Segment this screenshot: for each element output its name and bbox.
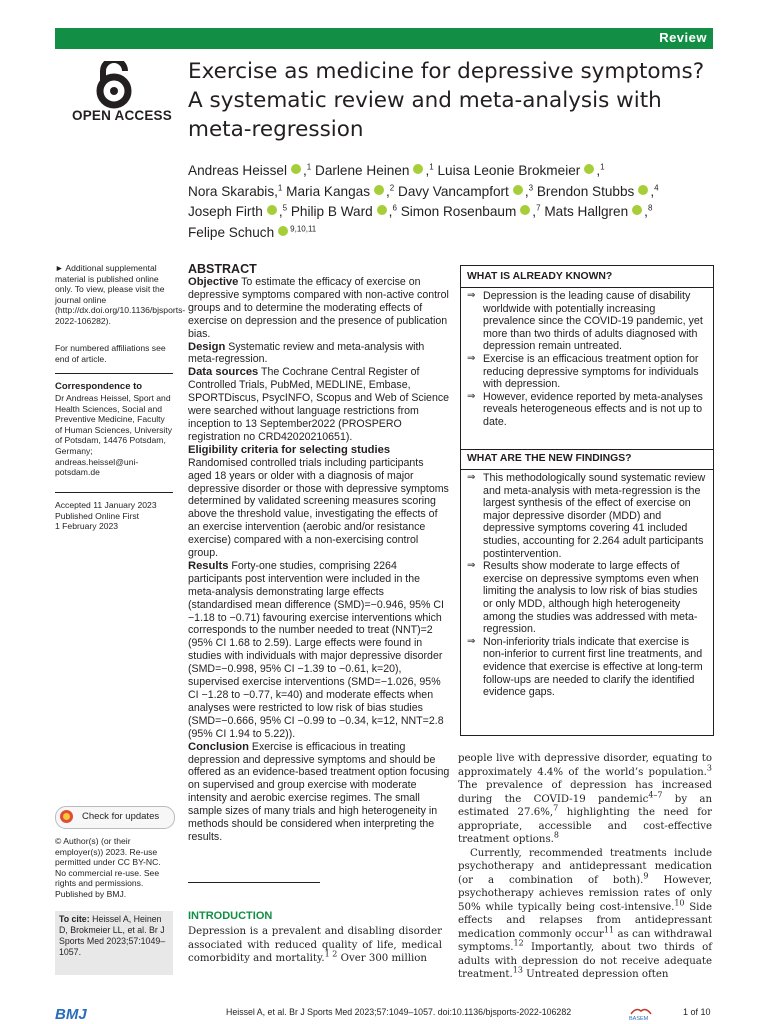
abstract-heading: ABSTRACT: [188, 262, 257, 276]
affiliations-note: For numbered affiliations see end of article.: [55, 343, 166, 364]
orcid-icon[interactable]: [638, 185, 648, 195]
article-dates: Accepted 11 January 2023 Published Online First 1 February 2023: [55, 500, 157, 532]
author-name[interactable]: Andreas Heissel: [188, 163, 287, 178]
supplemental-note: ► Additional supplemental material is published online only. To view, please visit the journal online (http://dx.doi.org/10.1136/bjsports-2022-106282).: [55, 263, 186, 326]
known-heading: WHAT IS ALREADY KNOWN?: [467, 271, 613, 282]
orcid-icon[interactable]: [520, 205, 530, 215]
introduction-heading: INTRODUCTION: [188, 910, 273, 922]
list-item: ⇒ Non-inferiority trials indicate that exercise is non-inferior to current first line treatments, and evidence that exercise is effective at long-term follow-ups are needed to clarify the identified evidence gaps.: [467, 636, 707, 699]
bmj-logo: BMJ: [55, 1006, 87, 1023]
abstract-divider: [188, 882, 320, 883]
list-item: ⇒ However, evidence reported by meta-analyses reveals heterogeneous effects and is not up to date.: [467, 391, 707, 429]
orcid-icon[interactable]: [513, 185, 523, 195]
findings-list: [467, 472, 707, 699]
to-cite-box: To cite: Heissel A, Heinen D, Brokmeier LL, et al. Br J Sports Med 2023;57:1049–1057.: [55, 911, 173, 975]
key-messages-box: [460, 265, 714, 736]
findings-heading: WHAT ARE THE NEW FINDINGS?: [467, 453, 632, 464]
orcid-icon[interactable]: [632, 205, 642, 215]
list-item: ⇒ Exercise is an efficacious treatment option for reducing depressive symptoms for individuals with depression.: [467, 353, 707, 391]
check-for-updates-button[interactable]: Check for updates: [55, 806, 175, 829]
correspondence-details: Dr Andreas Heissel, Sport and Health Sciences, Social and Preventive Medicine, Faculty of Human Sciences, University of Potsdam, 14476 Potsdam, Germany; andreas.heissel@uni-potsdam.de: [55, 393, 173, 478]
author-name[interactable]: Darlene Heinen: [315, 163, 410, 178]
article-title: Exercise as medicine for depressive symptoms? A systematic review and meta-analysis with meta-regression: [188, 59, 705, 142]
orcid-icon[interactable]: [267, 205, 277, 215]
author-name[interactable]: Maria Kangas: [286, 183, 371, 199]
license-note: © Author(s) (or their employer(s)) 2023. Re-use permitted under CC BY-NC. No commercial re-use. See rights and permissions. Published by BMJ.: [55, 836, 161, 899]
orcid-icon[interactable]: [374, 185, 384, 195]
author-name[interactable]: Philip B Ward: [290, 204, 373, 219]
section-label: Review: [659, 30, 707, 45]
footer-citation: Heissel A, et al. Br J Sports Med 2023;57:1049–1057. doi:10.1136/bjsports-2022-106282: [226, 1007, 572, 1017]
introduction-left-column: Depression is a prevalent and disabling disorder associated with reduced quality of life, medical comorbidity and mortality.$^{1 2}$ Over 300 million: [188, 926, 442, 964]
introduction-right-column: people live with depressive disorder, equating to approximately 4.4% of the world’s population.$^3$ The prevalence of depression has increased during the COVID-19 pandemic$^{4-7}$ by an estimated 27.6%,$^7$ highlighting the need for appropriate, accessible and cost-effective treatment options.$^8$ Currently, recommended treatments include psychotherapy and antidepressant medication (or a combination of both).$^9$ However, psychotherapy achieves remission rates of only 50% while typically being cost-intensive.$^{10}$ Side effects and relapses from antidepressant medication commonly occur$^{11}$ as can withdrawal symptoms.$^{12}$ Importantly, about two thirds of adults with depression do not receive adequate treatment.$^{13}$ Untreated depression often: [458, 753, 713, 980]
author-list: Andreas Heissel ,$^1$ Darlene Heinen ,$^1$ Luisa Leonie Brokmeier ,$^1$ Nora Skarabis,$^1$ Maria Kangas ,$^2$ Davy Vancampfort ,$^3$ Brendon Stubbs ,$^4$ Joseph Firth ,$^5$ Philip B Ward ,$^6$ Simon Rosenbaum ,$^7$ Mats Hallgren ,$^8$ Felipe Schuch $^{9,10,11}$: [188, 162, 659, 240]
orcid-icon[interactable]: [291, 164, 301, 174]
abstract-body: Objective To estimate the efficacy of exercise on depressive symptoms compared with non-active control groups and to determine the moderating effects of exercise on depression and the presence of publication bias. Design Systematic review and meta-analysis with meta-regression. Data sources The Cochrane Central Register of Controlled Trials, PubMed, MEDLINE, Embase, SPORTDiscus, PsycINFO, Scopus and Web of Science were searched without language restrictions from inception to 13 September2022 (PROSPERO registration no CRD42020210651). Eligibility criteria for selecting studies Randomised controlled trials including participants aged 18 years or older with a diagnosis of major depressive disorder or those with depressive symptoms determined by validated screening measures scoring above the threshold value, investigating the effects of an exercise intervention (aerobic and/or resistance exercise) compared with a non-exercising control group. Results Forty-one studies, comprising 2264 participants post intervention were included in the meta-analysis demonstrating large effects (standardised mean difference (SMD)=−0.946, 95% CI −1.18 to −0.71) favouring exercise interventions which corresponds to the number needed to treat (NNT)=2 (95% CI 1.68 to 2.59). Large effects were found in studies with individuals with major depressive disorder (SMD=−0.998, 95% CI −1.39 to −0.61, k=20), supervised exercise interventions (SMD=−1.026, 95% CI −1.28 to −0.77, k=40) and moderate effects when analyses were restricted to low risk of bias studies (SMD=−0.666, 95% CI −0.99 to −0.34, k=12, NNT=2.8 (95% CI 1.94 to 5.22)). Conclusion Exercise is efficacious in treating depression and depressive symptoms and should be offered as an evidence-based treatment option focusing on supervised and group exercise with moderate intensity and aerobic exercise regimes. The small sample sizes of many trials and high heterogeneity in methods should be considered when interpreting the results.: [188, 276, 450, 843]
orcid-icon[interactable]: [413, 164, 423, 174]
author-name[interactable]: Simon Rosenbaum: [400, 204, 517, 219]
orcid-icon[interactable]: [377, 205, 387, 215]
author-name[interactable]: Luisa Leonie Brokmeier: [437, 163, 581, 178]
basem-logo-icon: [627, 1005, 655, 1021]
list-item: ⇒ Results show moderate to large effects of exercise on depressive symptoms even when limiting the analysis to low risk of bias studies or only MDD, although high heterogeneity among the studies was addressed with meta-regression.: [467, 560, 707, 636]
crossmark-icon: [60, 810, 73, 823]
author-name[interactable]: Felipe Schuch: [188, 224, 275, 240]
sidebar-divider: [55, 492, 173, 493]
list-item: ⇒ This methodologically sound systematic review and meta-analysis with meta-regression is the largest synthesis of the effect of exercise on major depressive disorder (MDD) and depressive symptoms covering 41 included studies, accounting for 2.264 adult participants postintervention.: [467, 472, 707, 560]
open-access-label: OPEN ACCESS: [72, 108, 172, 123]
author-name[interactable]: Joseph Firth: [188, 204, 263, 219]
author-name[interactable]: Brendon Stubbs: [536, 183, 635, 199]
list-item: ⇒ Depression is the leading cause of disability worldwide with potentially increasing prevalence since the COVID-19 pandemic, yet more than two thirds of adults diagnosed with depression remain untreated.: [467, 290, 707, 353]
orcid-icon[interactable]: [278, 226, 288, 236]
orcid-icon[interactable]: [584, 164, 594, 174]
correspondence-heading: Correspondence to: [55, 381, 143, 392]
author-name[interactable]: Nora Skarabis,: [188, 183, 278, 199]
sidebar-divider: [55, 373, 173, 374]
svg-text:BASEM: BASEM: [629, 1016, 649, 1021]
author-name[interactable]: Davy Vancampfort: [398, 183, 509, 199]
author-name[interactable]: Mats Hallgren: [544, 204, 629, 219]
page-number: 1 of 10: [683, 1007, 711, 1017]
section-banner: [55, 28, 713, 49]
known-list: [467, 290, 707, 429]
